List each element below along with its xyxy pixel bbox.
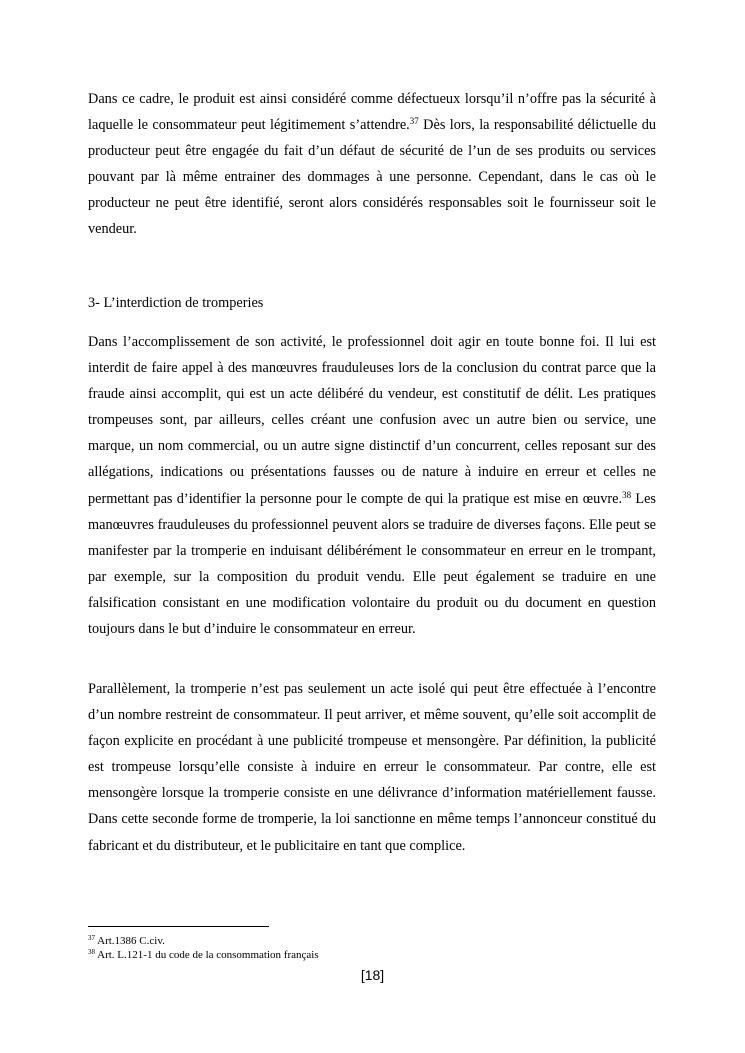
footnote-text: Art.1386 C.civ. xyxy=(95,935,165,947)
footnote-number: 37 xyxy=(88,934,95,942)
footnote-38 xyxy=(88,948,319,962)
paragraph-2 xyxy=(88,329,656,642)
paragraph-1-text-a: Dans ce cadre, le produit est ainsi considéré comme défectueux lorsqu’il n’offre pas la sécurité à laquelle le consommateur peut légitimement s’attendre. xyxy=(88,91,656,134)
footnote-separator xyxy=(88,926,269,927)
footnote-37 xyxy=(88,934,165,948)
paragraph-2-text-b: Les manœuvres frauduleuses du professionnel peuvent alors se traduire de diverses façons. Elle peut se manifester par la tromperie en induisant délibérément le consommateur en erreur en le trompant, par exemple, sur la composition du produit vendu. Elle peut également se traduire en une falsification consistant en une modification volontaire du produit ou du document en question toujours dans le but d’induire le consommateur en erreur. xyxy=(88,490,656,638)
footnote-text: Art. L.121-1 du code de la consommation français xyxy=(95,949,319,961)
paragraph-1 xyxy=(88,86,656,243)
footnote-ref-37[interactable]: 37 xyxy=(409,116,419,127)
paragraph-1-text-b: Dès lors, la responsabilité délictuelle du producteur peut être engagée du fait d’un défaut de sécurité de l’un de ses produits ou services pouvant par là même entrainer des dommages à une personne. Cependant, dans le cas où le producteur ne peut être identifié, seront alors considérés responsables soit le fournisseur soit le vendeur. xyxy=(88,117,656,238)
footnote-number: 38 xyxy=(88,948,95,956)
paragraph-2-text-a: Dans l’accomplissement de son activité, le professionnel doit agir en toute bonne foi. Il lui est interdit de faire appel à des manœuvres frauduleuses lors de la conclusion du contrat parce que la fraude ainsi accomplit, qui est un acte délibéré du vendeur, est constitutif de délit. Les pratiques trompeuses sont, par ailleurs, celles créant une confusion avec un autre bien ou service, une marque, un nom commercial, ou un autre signe distinctif d’un concurrent, celles reposant sur des allégations, indications ou présentations fausses ou de nature à induire en erreur et celles ne permettant pas d’identifier la personne pour le compte de qui la pratique est mise en œuvre. xyxy=(88,334,656,507)
footnote-ref-38[interactable]: 38 xyxy=(622,489,632,500)
paragraph-3: Parallèlement, la tromperie n’est pas seulement un acte isolé qui peut être effectuée à l’encontre d’un nombre restreint de consommateur. Il peut arriver, et même souvent, qu’elle soit accomplit de façon explicite en procédant à une publicité trompeuse et mensongère. Par définition, la publicité est trompeuse lorsqu’elle consiste à induire en erreur le consommateur. Par contre, elle est mensongère lorsque la tromperie consiste en une délivrance d’information matériellement fausse. Dans cette seconde forme de tromperie, la loi sanctionne en même temps l’annonceur constitué du fabricant et du distributeur, et le publicitaire en tant que complice. xyxy=(88,681,656,854)
section-heading: 3- L’interdiction de tromperies xyxy=(88,295,264,311)
page-number: [18] xyxy=(360,967,385,983)
